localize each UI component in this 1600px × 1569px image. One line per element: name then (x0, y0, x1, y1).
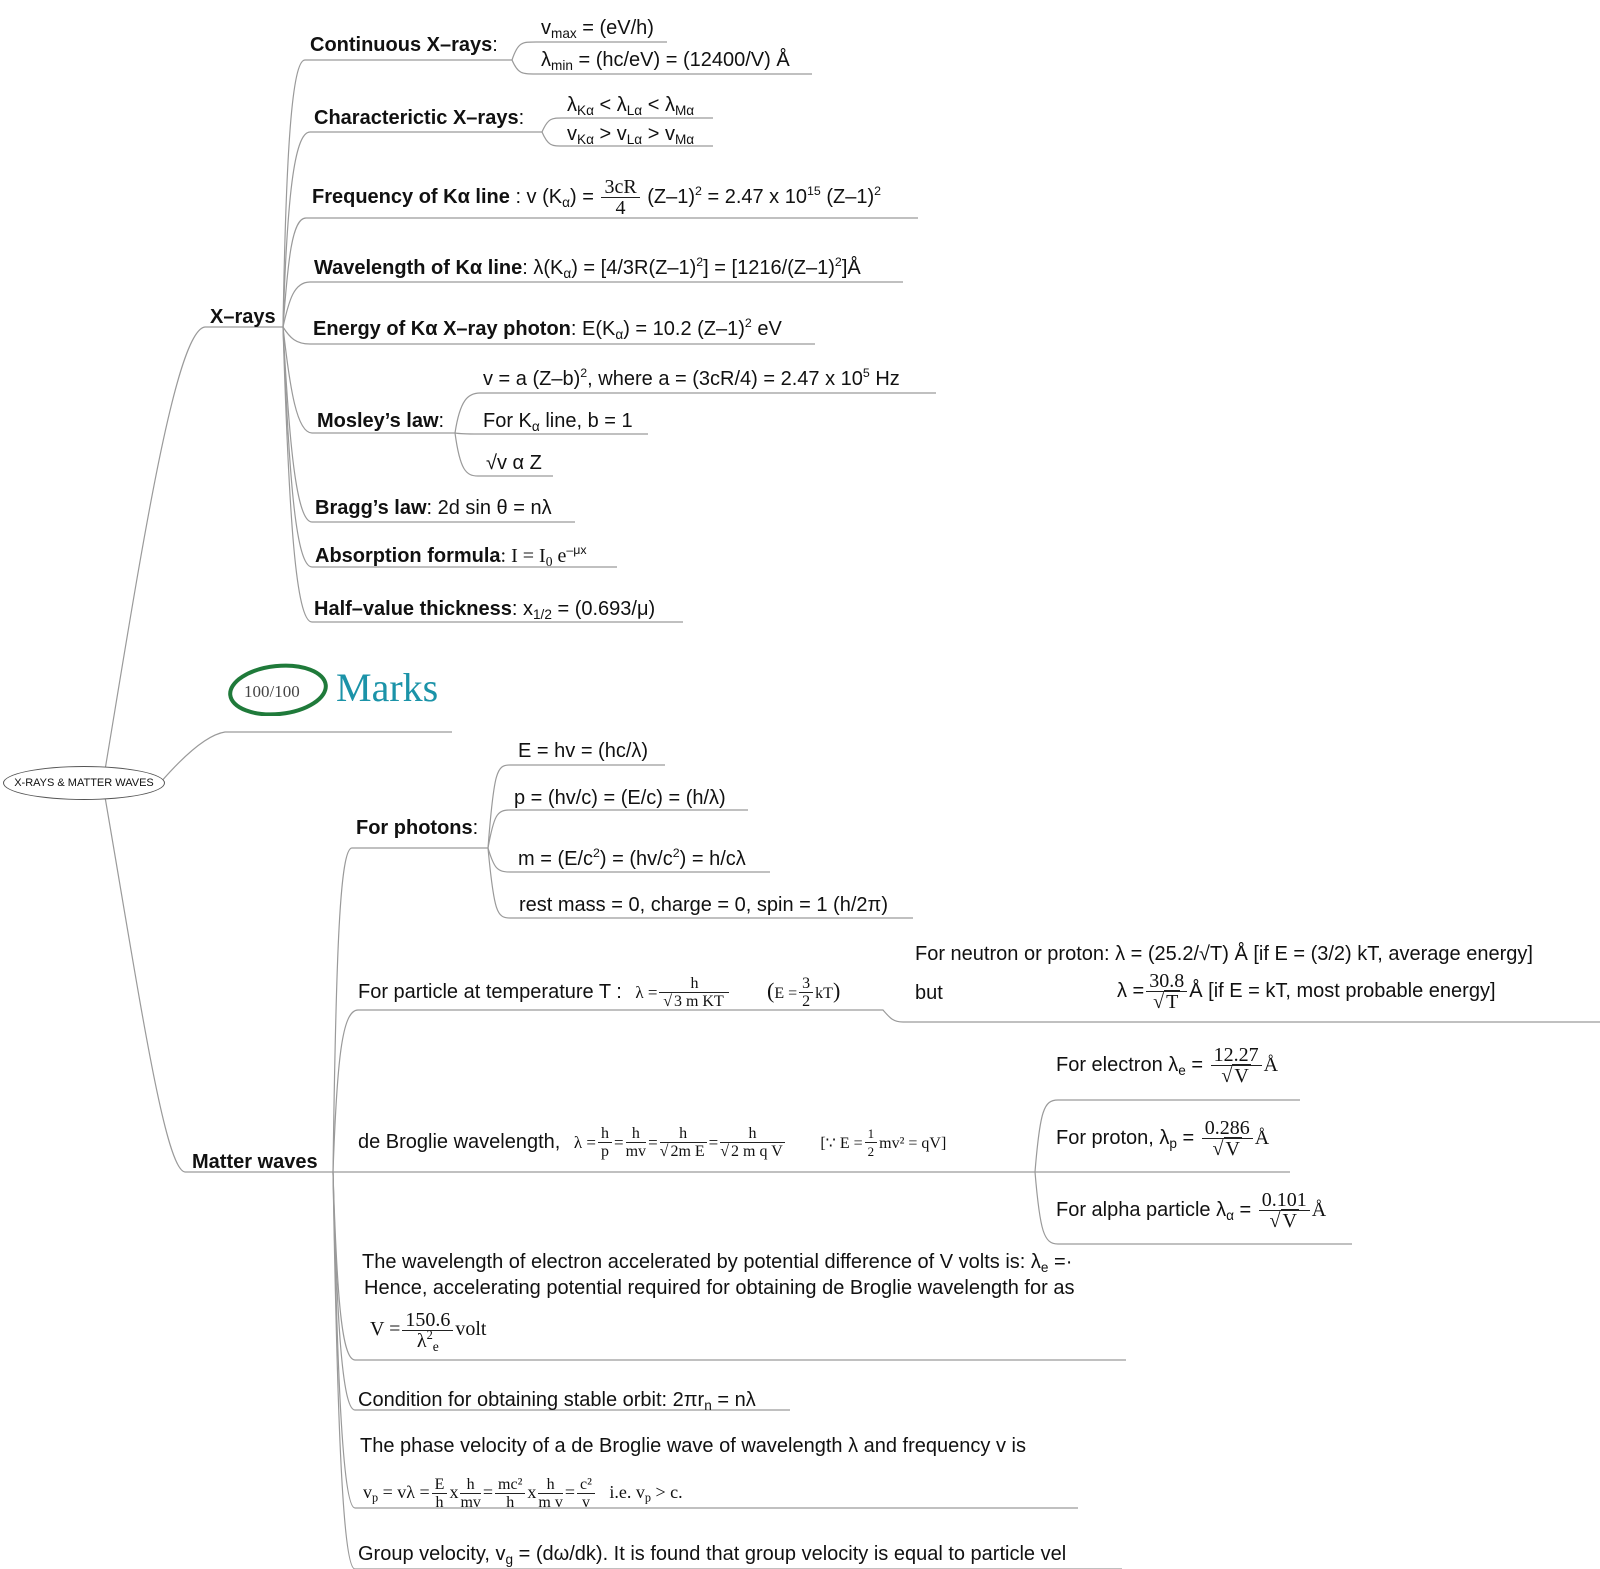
accelerating-potential-formula: V = $\frac{150.6}{\lambda^2_e}$ volt (370, 1308, 487, 1354)
mosley-label: Mosley’s law (317, 410, 439, 432)
photon-momentum: p = (hv/c) = (E/c) = (h/λ) (514, 787, 726, 809)
frequency-fraction: $\frac{3cR}{4}$ (601, 177, 639, 218)
energy-label: Energy of Kα X–ray photon (313, 318, 571, 340)
photons-node[interactable]: For photons: (356, 817, 479, 839)
frequency-node[interactable]: Frequency of Kα line : v $(K_\alpha)$ = $\frac{3cR}{4}$ $(Z-1)^2 = 2.47$ x $10^{15}$ $(Z-1)^2$ (312, 176, 882, 220)
mosley-node[interactable]: Mosley’s law: (317, 410, 445, 432)
absorption-label: Absorption formula (315, 545, 501, 567)
energy-node[interactable]: Energy of Kα X–ray photon: $E(K_\alpha) = 10.2$ $(Z-1)^2$ eV (313, 315, 782, 343)
continuous-node[interactable]: Continuous X–rays: (310, 34, 498, 56)
bragg-node[interactable]: Bragg’s law: 2d sin θ = nλ (315, 497, 552, 519)
absorption-node[interactable]: Absorption formula: $I = I_0$ $e^{-\mu x}$ (315, 542, 587, 570)
frequency-label: Frequency of Kα line (312, 186, 510, 208)
stable-orbit-node[interactable]: Condition for obtaining stable orbit: $2\pi r_n = n\lambda$ (358, 1389, 756, 1414)
photon-properties: rest mass = 0, charge = 0, spin = 1 (h/2π) (519, 894, 888, 916)
branch-characteristic (283, 132, 542, 327)
logo-word: Marks (336, 665, 439, 710)
alpha-wavelength: For alpha particle $\lambda_\alpha$ = $\frac{0.101}{√ V}$ Å (1056, 1189, 1327, 1233)
group-velocity-node[interactable]: Group velocity, $v_g = (d\omega/dk)$. It is found that group velocity is equal to particle vel (358, 1543, 1067, 1568)
phase-velocity-formula: $v_p = v\lambda$ = $\frac{E}{h}$ x $\frac{h}{mv}$ = $\frac{\text{mc²}}{h}$ x $\frac{h}{\text{m v}}$ = $\frac{\text{c²}}{v}$ i.e. $v_p > c$. (363, 1476, 683, 1512)
continuous-vmax: $v_{max} = (eV/h)$ (541, 17, 654, 42)
continuous-label: Continuous X–rays (310, 34, 493, 56)
mosley-formula: v = a $(Z-b)^2$, where a = (3cR/4) = 2.47 x $10^5$ Hz (483, 365, 900, 390)
photons-label: For photons (356, 817, 473, 839)
xrays-title[interactable]: X–rays (210, 306, 276, 328)
wavelength-label: Wavelength of Kα line (314, 257, 523, 279)
halfvalue-label: Half–value thickness (314, 598, 512, 620)
logo-score: 100/100 (244, 682, 300, 701)
branch-logo (160, 732, 452, 783)
matter-title[interactable]: Matter waves (192, 1151, 318, 1173)
bragg-label: Bragg’s law (315, 497, 427, 519)
most-probable-formula: λ = $\frac{30.8}{√ T}$ Å [if E = kT, most probable energy] (1117, 970, 1496, 1014)
continuous-lambda-min: $\lambda_{min} = (hc/eV) = (12400/V)$ Å (541, 49, 790, 74)
electron-wavelength: For electron $\lambda_e$ = $\frac{12.27}{√ V}$ Å (1056, 1044, 1279, 1088)
characteristic-lambda-order: $\lambda_{K\alpha} < \lambda_{L\alpha} < \lambda_{M\alpha}$ (567, 94, 695, 119)
central-topic[interactable] (3, 766, 165, 800)
brand-logo (228, 660, 448, 716)
debroglie-node[interactable]: de Broglie wavelength, λ = $\frac{h}{p}$ = $\frac{h}{mv}$ = $\frac{h}{\text{√ 2m E}}$ = $\frac{h}{\text{√ 2 m q V}}$ [∵ E = $\frac{1}{2}$ mv² = qV] (358, 1125, 947, 1161)
accelerated-line1[interactable]: The wavelength of electron accelerated by potential difference of V volts is: $\lambda_e$ =· (362, 1251, 1073, 1276)
proton-wavelength: For proton, $\lambda_p$ = $\frac{0.286}{√ V}$ Å (1056, 1117, 1270, 1161)
photon-energy: E = hv = (hc/λ) (518, 740, 649, 762)
temperature-label: For particle at temperature T : (358, 981, 622, 1003)
accelerated-line2: Hence, accelerating potential required for obtaining de Broglie wavelength for as (364, 1277, 1075, 1299)
branch-matter (105, 797, 333, 1172)
mosley-k-alpha: For $K_\alpha$ line, b = 1 (483, 410, 633, 435)
neutron-proton-formula: For neutron or proton: λ = (25.2/√T) Å [if E = (3/2) kT, average energy] (915, 943, 1533, 965)
but-label: but (915, 982, 943, 1004)
central-topic-label: X-RAYS & MATTER WAVES (14, 777, 154, 789)
wavelength-node[interactable]: Wavelength of Kα line: $\lambda(K_\alpha) = [4/3R(Z-1)^2]$ = $[1216/(Z-1)^2]Å$ (314, 254, 861, 282)
characteristic-node[interactable]: Characterictic X–rays: (314, 107, 525, 129)
characteristic-label: Characterictic X–rays (314, 107, 519, 129)
branch-absorption (283, 327, 617, 570)
halfvalue-node[interactable]: Half–value thickness: $x_{1/2} = (0.693/\mu)$ (314, 598, 656, 623)
characteristic-frequency-order: $v_{K\alpha} > v_{L\alpha} > v_{M\alpha}$ (567, 123, 695, 148)
temperature-node[interactable]: For particle at temperature T : λ = $\frac{h}{\text{√ 3 m KT}}$ (E = $\frac{3}{2}$ kT) (358, 975, 841, 1011)
photon-mass: $m = (E/c^2) = (hv/c^2) = h/c\lambda$ (518, 845, 746, 870)
debroglie-label: de Broglie wavelength, (358, 1131, 561, 1153)
temperature-fraction: $\frac{h}{\text{√ 3 m KT}}$ (659, 975, 729, 1010)
mosley-proportionality: √v α Z (486, 452, 542, 474)
phase-velocity-node[interactable]: The phase velocity of a de Broglie wave of wavelength λ and frequency v is (360, 1435, 1026, 1457)
